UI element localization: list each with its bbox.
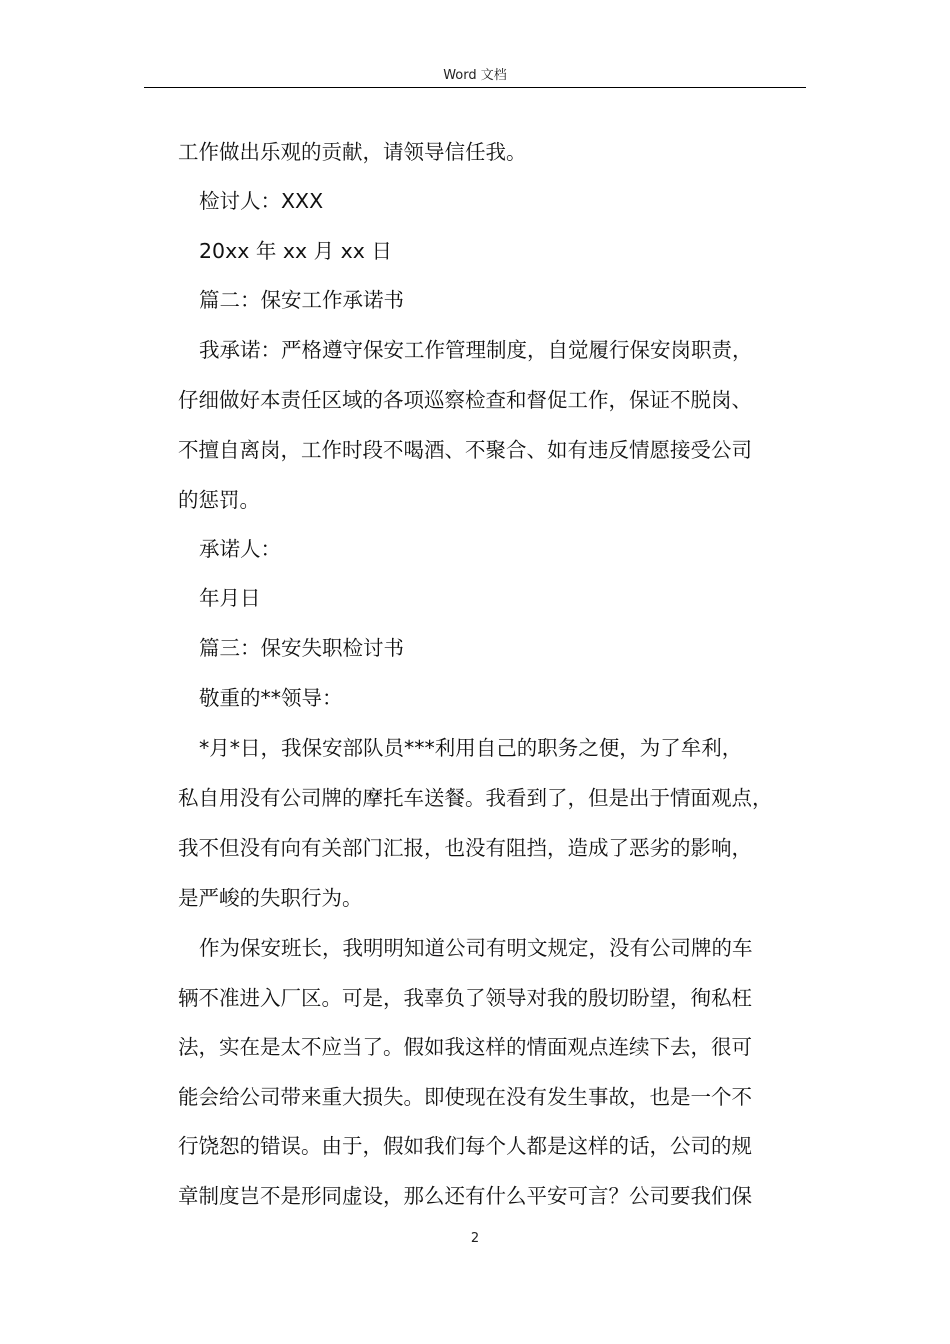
body-line: 承诺人： (199, 537, 281, 561)
body-line: 辆不准进入厂区。可是，我辜负了领导对我的殷切盼望，徇私枉 (178, 986, 752, 1010)
body-line: 行饶恕的错误。由于，假如我们每个人都是这样的话，公司的规 (178, 1134, 752, 1158)
body-line: 作为保安班长，我明明知道公司有明文规定，没有公司牌的车 (199, 936, 753, 960)
body-line: 年月日 (199, 586, 261, 610)
body-line: 篇三：保安失职检讨书 (199, 636, 404, 660)
body-line: 工作做出乐观的贡献，请领导信任我。 (178, 140, 527, 164)
body-line: 是严峻的失职行为。 (178, 886, 363, 910)
page-header: Word 文档 (443, 68, 507, 83)
body-line: 我承诺：严格遵守保安工作管理制度，自觉履行保安岗职责， (199, 338, 753, 362)
body-line: 法，实在是太不应当了。假如我这样的情面观点连续下去，很可 (178, 1035, 752, 1059)
body-line: *月*日，我保安部队员***利用自己的职务之便，为了牟利， (199, 736, 743, 760)
body-line: 不擅自离岗，工作时段不喝酒、不聚合、如有违反情愿接受公司 (178, 438, 752, 462)
body-line: 敬重的**领导： (199, 686, 343, 710)
page-number: 2 (470, 1231, 480, 1246)
body-line: 仔细做好本责任区域的各项巡察检查和督促工作，保证不脱岗、 (178, 388, 752, 412)
body-line: 章制度岂不是形同虚设，那么还有什么平安可言？公司要我们保 (178, 1184, 752, 1208)
body-line: 的惩罚。 (178, 488, 260, 512)
body-line: 篇二：保安工作承诺书 (199, 288, 404, 312)
body-line: 能会给公司带来重大损失。即使现在没有发生事故，也是一个不 (178, 1085, 752, 1109)
body-line: 私自用没有公司牌的摩托车送餐。我看到了，但是出于情面观点， (178, 786, 773, 810)
header-divider (144, 87, 806, 88)
body-line: 20xx 年 xx 月 xx 日 (199, 239, 392, 263)
body-line: 检讨人：XXX (199, 189, 324, 213)
body-line: 我不但没有向有关部门汇报，也没有阻挡，造成了恶劣的影响， (178, 836, 752, 860)
